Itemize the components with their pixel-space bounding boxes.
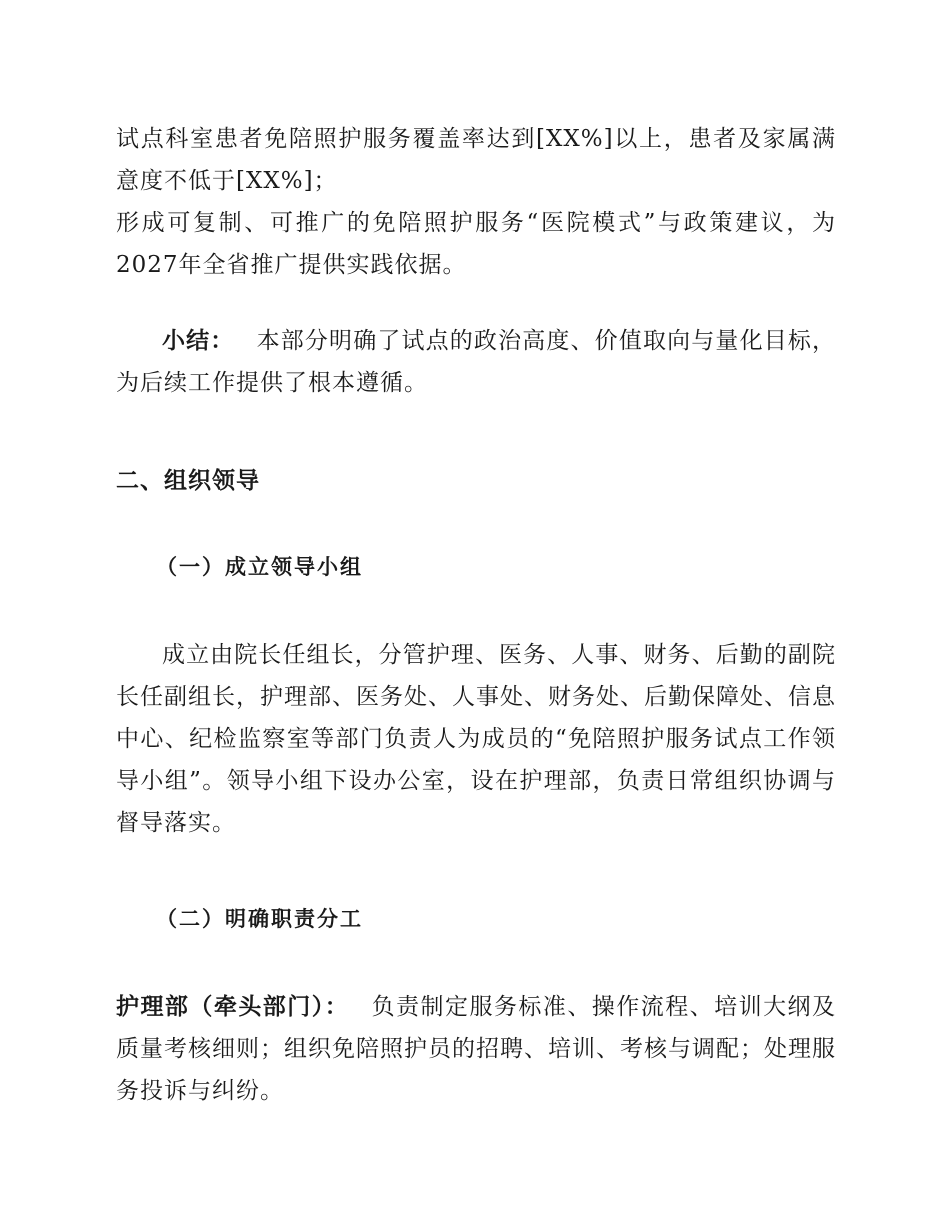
summary-text: 本部分明确了试点的政治高度、价值取向与量化目标，为后续工作提供了根本遵循。 [116, 328, 837, 396]
nursing-dept-paragraph [116, 986, 836, 1112]
goal-item-1: 试点科室患者免陪照护服务覆盖率达到[XX%]以上，患者及家属满意度不低于[XX%]； [116, 126, 836, 194]
subsection-heading-1: （一）成立领导小组 [156, 555, 363, 579]
leadership-group-paragraph: 成立由院长任组长，分管护理、医务、人事、财务、后勤的副院长任副组长，护理部、医务处、人事处、财务处、后勤保障处、信息中心、纪检监察室等部门负责人为成员的“免陪照护服务试点工作领导小组”。领导小组下设办公室，设在护理部，负责日常组织协调与督导落实。 [116, 642, 836, 836]
summary-label: 小结： [162, 328, 235, 354]
section-heading: 二、组织领导 [116, 468, 260, 494]
goal-item-2: 形成可复制、可推广的免陪照护服务“医院模式”与政策建议，为2027年全省推广提供实践依据。 [116, 210, 836, 278]
nursing-dept-label: 护理部（牵头部门）： [116, 994, 350, 1020]
summary-paragraph [116, 320, 836, 404]
subsection-heading-2: （二）明确职责分工 [156, 907, 363, 931]
nursing-dept-text: 负责制定服务标准、操作流程、培训大纲及质量考核细则；组织免陪照护员的招聘、培训、考核与调配；处理服务投诉与纠纷。 [116, 994, 837, 1104]
